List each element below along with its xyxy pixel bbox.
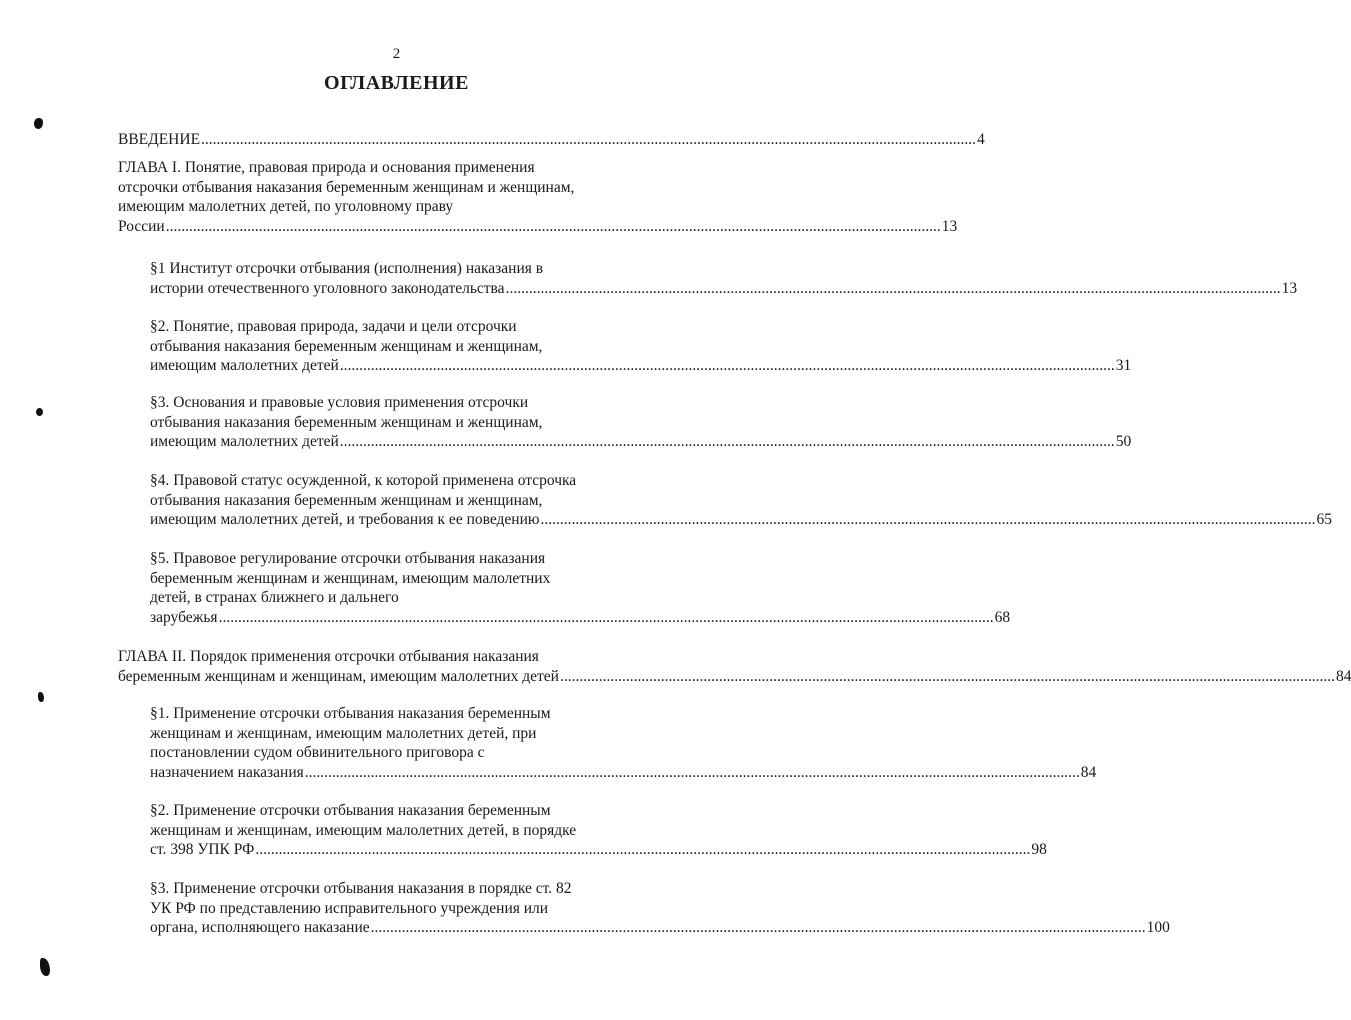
toc-entry-chapter-2-section-3 <box>150 879 1170 938</box>
toc-line: истории отечественного уголовного законодательства <box>150 279 505 297</box>
toc-leader-dots: ........................................................................................................................................................................................................ <box>540 511 1316 529</box>
toc-entry-chapter-1-section-1 <box>150 259 1298 298</box>
toc-line: §1 Институт отсрочки отбывания (исполнения) наказания в <box>150 260 544 277</box>
toc-leader-dots: ........................................................................................................................................................................................................ <box>201 131 977 148</box>
scan-mark <box>40 958 50 976</box>
toc-leader-dots: ........................................................................................................................................................................................................ <box>304 763 1080 781</box>
toc-line: ГЛАВА I. Понятие, правовая природа и основания применения <box>118 159 535 176</box>
toc-last-line <box>118 667 1351 687</box>
toc-line: имеющим малолетних детей <box>150 433 339 451</box>
toc-leader-dots: ........................................................................................................................................................................................................ <box>255 841 1031 859</box>
toc-entry-chapter-1-section-4 <box>150 471 1332 530</box>
toc-line: беременным женщинам и женщинам, имеющим малолетних детей <box>118 667 559 685</box>
toc-line: ст. 398 УПК РФ <box>150 841 255 859</box>
toc-line: детей, в странах ближнего и дальнего <box>150 589 399 607</box>
scan-mark <box>38 692 44 702</box>
toc-line: женщинам и женщинам, имеющим малолетних детей, в порядке <box>150 821 577 839</box>
toc-line: ГЛАВА II. Порядок применения отсрочки отбывания наказания <box>118 648 539 665</box>
toc-line: России <box>118 217 165 235</box>
toc-leader-dots: ........................................................................................................................................................................................................ <box>165 217 941 235</box>
toc-last-line <box>150 279 1298 299</box>
page-title: ОГЛАВЛЕНИЕ <box>324 72 469 94</box>
toc-last-line <box>150 763 1097 783</box>
toc-page-number: 84 <box>1080 763 1097 781</box>
toc-line: беременным женщинам и женщинам, имеющим малолетних <box>150 569 551 587</box>
scan-mark <box>36 408 43 416</box>
toc-last-line <box>150 608 1011 628</box>
toc-line: зарубежья <box>150 608 218 626</box>
toc-line: имеющим малолетних детей, и требования к ее поведению <box>150 511 540 529</box>
toc-line: постановлении судом обвинительного приговора с <box>150 744 485 762</box>
toc-entry-chapter-1-section-5 <box>150 549 1011 627</box>
toc-line: ВВЕДЕНИЕ <box>118 131 201 148</box>
scan-mark <box>34 118 43 129</box>
toc-entry-chapter-2-section-2 <box>150 801 1047 860</box>
toc-leader-dots: ........................................................................................................................................................................................................ <box>339 433 1115 451</box>
toc-entry-chapter-1-section-3 <box>150 393 1132 452</box>
toc-line: имеющим малолетних детей <box>150 357 339 375</box>
toc-last-line <box>118 217 958 237</box>
toc-line: назначением наказания <box>150 763 304 781</box>
toc-leader-dots: ........................................................................................................................................................................................................ <box>505 279 1281 297</box>
page-number: 2 <box>392 46 401 62</box>
toc-leader-dots: ........................................................................................................................................................................................................ <box>339 357 1115 375</box>
toc-page-number: 13 <box>941 217 958 235</box>
toc-line: органа, исполняющего наказание <box>150 919 370 937</box>
toc-line: §5. Правовое регулирование отсрочки отбывания наказания <box>150 550 546 567</box>
toc-entry-chapter-1 <box>118 158 958 236</box>
toc-line: отбывания наказания беременным женщинам и женщинам, <box>150 413 543 431</box>
toc-line: §3. Применение отсрочки отбывания наказания в порядке ст. 82 <box>150 880 572 897</box>
toc-last-line <box>150 840 1047 860</box>
toc-page-number: 31 <box>1115 357 1132 375</box>
toc-page-number: 65 <box>1316 511 1332 529</box>
toc-page-number: 100 <box>1146 919 1170 937</box>
toc-line: отсрочки отбывания наказания беременным женщинам и женщинам, <box>118 178 575 196</box>
toc-last-line <box>150 432 1132 452</box>
toc-line: женщинам и женщинам, имеющим малолетних детей, при <box>150 724 537 742</box>
toc-line: УК РФ по представлению исправительного учреждения или <box>150 899 549 917</box>
toc-entry-chapter-2-section-1 <box>150 704 1097 782</box>
toc-entry-introduction <box>118 130 985 150</box>
toc-page-number: 4 <box>977 131 985 148</box>
toc-line: отбывания наказания беременным женщинам и женщинам, <box>150 337 543 355</box>
toc-leader-dots: ........................................................................................................................................................................................................ <box>370 919 1146 937</box>
toc-line: имеющим малолетних детей, по уголовному праву <box>118 198 454 216</box>
toc-line: §2. Применение отсрочки отбывания наказания беременным <box>150 802 551 819</box>
toc-last-line <box>150 510 1332 530</box>
toc-page-number: 13 <box>1281 279 1298 297</box>
toc-last-line <box>118 130 985 150</box>
toc-line: §2. Понятие, правовая природа, задачи и цели отсрочки <box>150 318 517 335</box>
toc-page-number: 68 <box>994 608 1011 626</box>
toc-page-number: 50 <box>1115 433 1132 451</box>
toc-line: §4. Правовой статус осужденной, к которой применена отсрочка <box>150 472 577 489</box>
toc-page-number: 84 <box>1335 667 1351 685</box>
toc-last-line <box>150 356 1132 376</box>
toc-leader-dots: ........................................................................................................................................................................................................ <box>559 667 1335 685</box>
toc-line: отбывания наказания беременным женщинам и женщинам, <box>150 491 543 509</box>
toc-last-line <box>150 918 1170 938</box>
toc-leader-dots: ........................................................................................................................................................................................................ <box>218 608 994 626</box>
toc-entry-chapter-1-section-2 <box>150 317 1132 376</box>
toc-line: §1. Применение отсрочки отбывания наказания беременным <box>150 705 551 722</box>
toc-line: §3. Основания и правовые условия применения отсрочки <box>150 394 529 411</box>
toc-entry-chapter-2 <box>118 647 1351 686</box>
toc-page-number: 98 <box>1031 841 1047 859</box>
